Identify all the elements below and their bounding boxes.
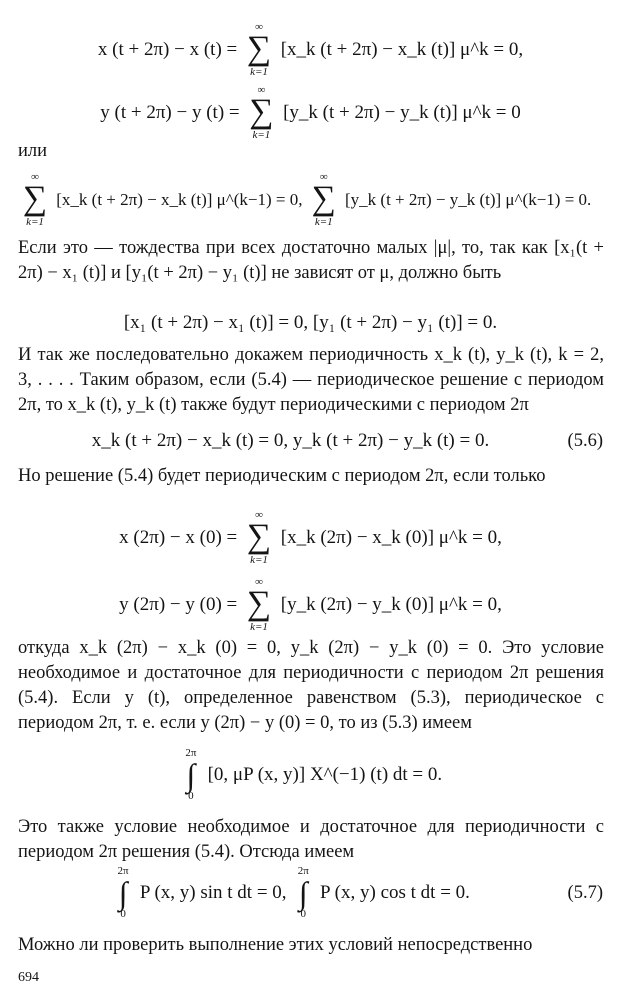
equation-2 (0, 85, 621, 141)
equation-3 (18, 172, 618, 228)
paragraph-6: Можно ли проверить выполнение этих условий непосредственно (18, 935, 533, 955)
equation-number-5-7: (5.7) (567, 883, 603, 903)
eq6-rhs: [x_k (2π) − x_k (0)] μ^k = 0, (280, 527, 502, 548)
sum-symbol: ∞ ∑ k=1 (246, 576, 272, 633)
eq7-lhs: y (2π) − y (0) = (119, 594, 238, 615)
paragraph-5: Это также условие необходимое и достаточное для периодичности с периодом 2π решения (5.4). Отсюда имеем (18, 817, 604, 862)
eq9-part1: P (x, y) sin t dt = 0, (139, 882, 287, 903)
sum-symbol: ∞ ∑ k=1 (246, 509, 272, 566)
page-number: 694 (18, 970, 39, 985)
sum-symbol: ∞ ∑ k=1 (249, 84, 274, 141)
integral-symbol: 2π ∫ 0 (117, 865, 129, 920)
equation-7 (0, 577, 621, 633)
paragraph-1: Если это — тождества при всех достаточно малых |μ|, то, так как [x₁(t + 2π) − x₁ (t)] и [y₁(t + 2π) − y₁ (t)] не зависят от μ, должно быть (18, 238, 604, 283)
eq9-part2: P (x, y) cos t dt = 0. (320, 882, 470, 903)
sum-symbol: ∞ ∑ k=1 (22, 171, 48, 228)
word-or: или (18, 141, 48, 161)
sum-symbol: ∞ ∑ k=1 (246, 21, 272, 78)
equation-4: [x₁ (t + 2π) − x₁ (t)] = 0, [y₁ (t + 2π) − y₁ (t)] = 0. (123, 312, 498, 333)
eq2-lhs: y (t + 2π) − y (t) = (100, 102, 240, 123)
eq6-lhs: x (2π) − x (0) = (119, 527, 238, 548)
eq7-rhs: [y_k (2π) − y_k (0)] μ^k = 0, (280, 594, 502, 615)
paragraph-3: Но решение (5.4) будет периодическим с периодом 2π, если только (18, 466, 546, 486)
integral-symbol: 2π ∫ 0 (185, 747, 197, 802)
eq2-rhs: [y_k (t + 2π) − y_k (t)] μ^k = 0 (283, 102, 521, 123)
eq8-body: [0, μP (x, y)] X^(−1) (t) dt = 0. (207, 764, 443, 785)
eq3-part2: [y_k (t + 2π) − y_k (t)] μ^(k−1) = 0. (345, 190, 592, 209)
equation-1 (0, 22, 621, 78)
equation-6 (0, 510, 621, 566)
paragraph-4: откуда x_k (2π) − x_k (0) = 0, y_k (2π) − y_k (0) = 0. Это условие необходимое и достаточное для периодичности с периодом 2π решения (5.4). Если y (t), определенное равенством (5.3), периодическое с периодом 2π, т. е. если y (2π) − y (0) = 0, то из (5.3) имеем (18, 638, 604, 733)
sum-symbol: ∞ ∑ k=1 (311, 171, 336, 228)
equation-number-5-6: (5.6) (567, 431, 603, 451)
eq1-lhs: x (t + 2π) − x (t) = (97, 39, 238, 60)
eq3-part1: [x_k (t + 2π) − x_k (t)] μ^(k−1) = 0, (56, 190, 303, 209)
equation-9 (0, 866, 601, 920)
integral-symbol: 2π ∫ 0 (297, 865, 309, 920)
equation-5: x_k (t + 2π) − x_k (t) = 0, y_k (t + 2π) − y_k (t) = 0. (91, 430, 490, 451)
equation-8 (0, 748, 621, 802)
paragraph-2: И так же последовательно докажем периодичность x_k (t), y_k (t), k = 2, 3, . . . . Таким образом, если (5.4) — периодическое решение с периодом 2π, то x_k (t), y_k (t) также будут периодическими с периодом 2π (18, 345, 604, 415)
eq1-rhs: [x_k (t + 2π) − x_k (t)] μ^k = 0, (280, 39, 524, 60)
